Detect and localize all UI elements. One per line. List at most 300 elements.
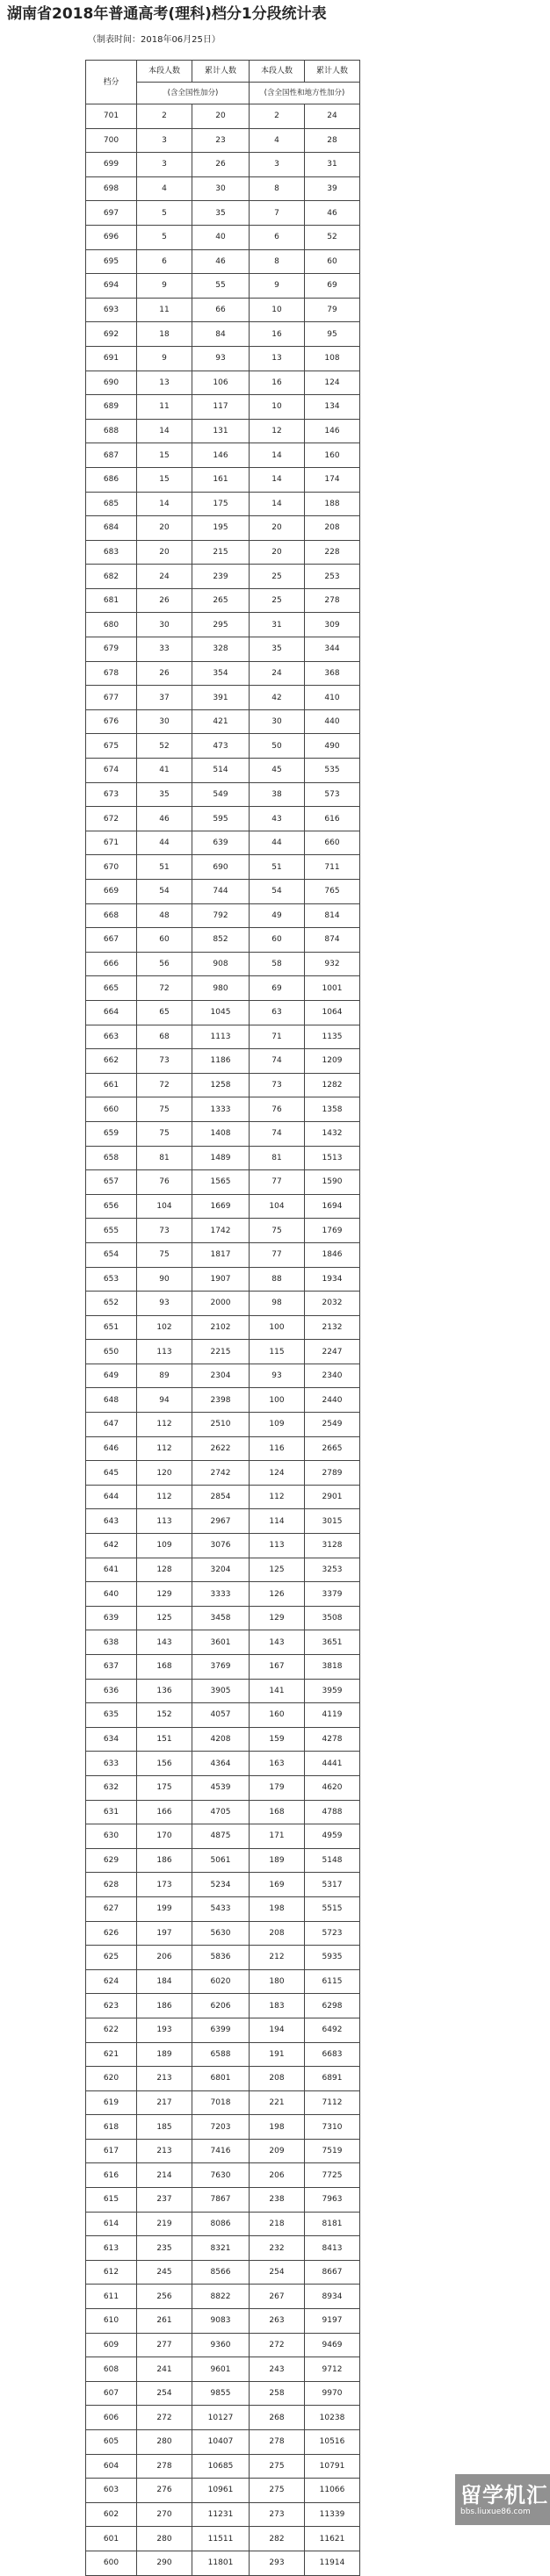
- row-level-count-cell: 235: [137, 2236, 192, 2261]
- row-level-count-2-cell: 77: [250, 1170, 305, 1195]
- table-row: [86, 1606, 360, 1630]
- row-level-count-cell: 156: [137, 1752, 192, 1776]
- row-level-count-2-cell: 198: [250, 2115, 305, 2140]
- row-cumulative-cell: 3204: [192, 1558, 250, 1582]
- row-score-cell: 602: [86, 2502, 137, 2527]
- row-cumulative-2-cell: 3128: [305, 1534, 360, 1558]
- table-row: [86, 1364, 360, 1388]
- row-level-count-2-cell: 116: [250, 1436, 305, 1461]
- table-row: [86, 807, 360, 831]
- row-cumulative-2-cell: 6683: [305, 2042, 360, 2067]
- row-cumulative-2-cell: 11066: [305, 2479, 360, 2503]
- row-cumulative-cell: 131: [192, 419, 250, 443]
- row-cumulative-2-cell: 8934: [305, 2285, 360, 2309]
- table-row: [86, 880, 360, 904]
- row-level-count-cell: 237: [137, 2188, 192, 2213]
- row-level-count-2-cell: 113: [250, 1534, 305, 1558]
- row-level-count-cell: 52: [137, 734, 192, 759]
- row-level-count-2-cell: 129: [250, 1606, 305, 1630]
- row-level-count-2-cell: 258: [250, 2381, 305, 2406]
- row-cumulative-2-cell: 344: [305, 637, 360, 662]
- table-row: [86, 709, 360, 734]
- table-row: [86, 2502, 360, 2527]
- row-level-count-cell: 46: [137, 807, 192, 831]
- row-level-count-cell: 104: [137, 1194, 192, 1219]
- row-level-count-cell: 113: [137, 1509, 192, 1534]
- table-row: [86, 782, 360, 807]
- row-level-count-cell: 109: [137, 1534, 192, 1558]
- row-score-cell: 613: [86, 2236, 137, 2261]
- row-level-count-cell: 75: [137, 1097, 192, 1122]
- table-row: [86, 516, 360, 541]
- table-row: [86, 1121, 360, 1146]
- table-row: [86, 1340, 360, 1364]
- row-level-count-2-cell: 13: [250, 346, 305, 371]
- row-score-cell: 696: [86, 225, 137, 249]
- row-level-count-cell: 44: [137, 831, 192, 855]
- row-cumulative-2-cell: 52: [305, 225, 360, 249]
- table-row: [86, 1242, 360, 1267]
- row-level-count-2-cell: 76: [250, 1097, 305, 1122]
- table-row: [86, 2357, 360, 2382]
- header-cumulative: 累计人数: [192, 61, 250, 83]
- row-level-count-cell: 256: [137, 2285, 192, 2309]
- row-level-count-2-cell: 109: [250, 1413, 305, 1437]
- table-timestamp: （制表时间：2018年06月25日）: [88, 35, 221, 45]
- row-cumulative-2-cell: 2901: [305, 1485, 360, 1509]
- row-level-count-2-cell: 268: [250, 2406, 305, 2430]
- row-cumulative-cell: 4539: [192, 1775, 250, 1800]
- row-cumulative-cell: 2622: [192, 1436, 250, 1461]
- row-level-count-cell: 73: [137, 1219, 192, 1243]
- row-score-cell: 651: [86, 1315, 137, 1340]
- row-cumulative-2-cell: 3379: [305, 1582, 360, 1607]
- row-level-count-2-cell: 221: [250, 2090, 305, 2115]
- row-cumulative-cell: 23: [192, 128, 250, 153]
- row-cumulative-2-cell: 3508: [305, 1606, 360, 1630]
- table-row: [86, 298, 360, 322]
- row-level-count-2-cell: 16: [250, 371, 305, 395]
- row-cumulative-cell: 549: [192, 782, 250, 807]
- row-score-cell: 638: [86, 1630, 137, 1655]
- row-cumulative-2-cell: 146: [305, 419, 360, 443]
- row-level-count-cell: 186: [137, 1994, 192, 2018]
- row-level-count-2-cell: 20: [250, 516, 305, 541]
- row-level-count-2-cell: 243: [250, 2357, 305, 2382]
- table-row: [86, 1436, 360, 1461]
- row-cumulative-cell: 7203: [192, 2115, 250, 2140]
- row-level-count-2-cell: 63: [250, 1000, 305, 1025]
- table-row: [86, 492, 360, 516]
- row-cumulative-cell: 6588: [192, 2042, 250, 2067]
- row-cumulative-cell: 35: [192, 201, 250, 226]
- row-cumulative-2-cell: 7112: [305, 2090, 360, 2115]
- header-cumulative-2: 累计人数: [305, 61, 360, 83]
- table-row: [86, 1873, 360, 1897]
- row-level-count-cell: 30: [137, 709, 192, 734]
- row-cumulative-2-cell: 11621: [305, 2527, 360, 2551]
- row-cumulative-cell: 9601: [192, 2357, 250, 2382]
- row-cumulative-cell: 6020: [192, 1969, 250, 1994]
- row-score-cell: 680: [86, 613, 137, 637]
- header-level-count: 本段人数: [137, 61, 192, 83]
- row-level-count-2-cell: 141: [250, 1679, 305, 1703]
- row-level-count-2-cell: 20: [250, 540, 305, 565]
- row-level-count-cell: 14: [137, 492, 192, 516]
- row-score-cell: 665: [86, 976, 137, 1001]
- row-level-count-2-cell: 88: [250, 1267, 305, 1292]
- row-cumulative-2-cell: 440: [305, 709, 360, 734]
- row-cumulative-cell: 11801: [192, 2551, 250, 2575]
- table-row: [86, 2212, 360, 2236]
- row-score-cell: 687: [86, 443, 137, 468]
- row-cumulative-2-cell: 24: [305, 104, 360, 129]
- row-level-count-2-cell: 100: [250, 1388, 305, 1413]
- row-level-count-2-cell: 74: [250, 1121, 305, 1146]
- table-row: [86, 1582, 360, 1607]
- row-level-count-2-cell: 163: [250, 1752, 305, 1776]
- row-score-cell: 629: [86, 1848, 137, 1873]
- row-cumulative-cell: 66: [192, 298, 250, 322]
- table-row: [86, 128, 360, 153]
- row-level-count-2-cell: 25: [250, 565, 305, 589]
- row-cumulative-2-cell: 1001: [305, 976, 360, 1001]
- row-level-count-2-cell: 180: [250, 1969, 305, 1994]
- row-cumulative-cell: 3333: [192, 1582, 250, 1607]
- table-row: [86, 1485, 360, 1509]
- row-level-count-cell: 151: [137, 1727, 192, 1752]
- row-score-cell: 643: [86, 1509, 137, 1534]
- row-score-cell: 632: [86, 1775, 137, 1800]
- row-level-count-2-cell: 14: [250, 443, 305, 468]
- row-cumulative-cell: 6801: [192, 2067, 250, 2091]
- row-score-cell: 690: [86, 371, 137, 395]
- row-cumulative-2-cell: 2340: [305, 1364, 360, 1388]
- row-level-count-cell: 75: [137, 1121, 192, 1146]
- row-level-count-2-cell: 58: [250, 952, 305, 976]
- row-score-cell: 672: [86, 807, 137, 831]
- row-level-count-2-cell: 272: [250, 2333, 305, 2357]
- row-level-count-2-cell: 282: [250, 2527, 305, 2551]
- row-level-count-2-cell: 73: [250, 1073, 305, 1097]
- row-cumulative-cell: 852: [192, 928, 250, 953]
- table-row: [86, 104, 360, 129]
- row-cumulative-cell: 2215: [192, 1340, 250, 1364]
- row-level-count-cell: 213: [137, 2067, 192, 2091]
- row-cumulative-cell: 421: [192, 709, 250, 734]
- row-level-count-2-cell: 160: [250, 1703, 305, 1728]
- table-row: [86, 201, 360, 226]
- row-level-count-2-cell: 9: [250, 274, 305, 299]
- table-row: [86, 225, 360, 249]
- row-cumulative-2-cell: 1694: [305, 1194, 360, 1219]
- row-cumulative-cell: 20: [192, 104, 250, 129]
- row-level-count-2-cell: 191: [250, 2042, 305, 2067]
- row-cumulative-2-cell: 2247: [305, 1340, 360, 1364]
- table-row: [86, 2479, 360, 2503]
- row-cumulative-cell: 10685: [192, 2454, 250, 2479]
- row-cumulative-2-cell: 7963: [305, 2188, 360, 2213]
- table-row: [86, 928, 360, 953]
- row-cumulative-cell: 2304: [192, 1364, 250, 1388]
- table-row: [86, 322, 360, 347]
- row-cumulative-2-cell: 5935: [305, 1946, 360, 1970]
- row-score-cell: 605: [86, 2430, 137, 2455]
- row-level-count-cell: 213: [137, 2139, 192, 2163]
- row-cumulative-cell: 5061: [192, 1848, 250, 1873]
- row-cumulative-cell: 40: [192, 225, 250, 249]
- row-cumulative-cell: 11511: [192, 2527, 250, 2551]
- row-cumulative-cell: 328: [192, 637, 250, 662]
- row-cumulative-cell: 2510: [192, 1413, 250, 1437]
- row-level-count-2-cell: 267: [250, 2285, 305, 2309]
- row-level-count-2-cell: 25: [250, 588, 305, 613]
- table-row: [86, 734, 360, 759]
- row-score-cell: 675: [86, 734, 137, 759]
- row-score-cell: 619: [86, 2090, 137, 2115]
- row-score-cell: 639: [86, 1606, 137, 1630]
- row-level-count-cell: 30: [137, 613, 192, 637]
- row-level-count-cell: 76: [137, 1170, 192, 1195]
- table-row: [86, 1994, 360, 2018]
- row-score-cell: 679: [86, 637, 137, 662]
- row-level-count-cell: 112: [137, 1485, 192, 1509]
- row-level-count-2-cell: 8: [250, 249, 305, 274]
- row-cumulative-2-cell: 9970: [305, 2381, 360, 2406]
- row-level-count-cell: 214: [137, 2163, 192, 2188]
- row-level-count-cell: 166: [137, 1800, 192, 1824]
- row-cumulative-2-cell: 1282: [305, 1073, 360, 1097]
- row-level-count-cell: 20: [137, 516, 192, 541]
- row-score-cell: 669: [86, 880, 137, 904]
- row-level-count-2-cell: 77: [250, 1242, 305, 1267]
- table-row: [86, 1534, 360, 1558]
- row-level-count-2-cell: 14: [250, 492, 305, 516]
- row-cumulative-2-cell: 616: [305, 807, 360, 831]
- row-level-count-2-cell: 12: [250, 419, 305, 443]
- row-level-count-cell: 54: [137, 880, 192, 904]
- row-cumulative-cell: 2967: [192, 1509, 250, 1534]
- header-level-count-2: 本段人数: [250, 61, 305, 83]
- row-level-count-cell: 72: [137, 976, 192, 1001]
- row-score-cell: 620: [86, 2067, 137, 2091]
- row-cumulative-cell: 3905: [192, 1679, 250, 1703]
- table-row: [86, 1170, 360, 1195]
- row-level-count-2-cell: 75: [250, 1219, 305, 1243]
- row-score-cell: 630: [86, 1824, 137, 1849]
- row-level-count-2-cell: 71: [250, 1025, 305, 1049]
- row-score-cell: 642: [86, 1534, 137, 1558]
- row-level-count-cell: 112: [137, 1413, 192, 1437]
- row-level-count-cell: 35: [137, 782, 192, 807]
- row-cumulative-2-cell: 368: [305, 661, 360, 686]
- row-score-cell: 625: [86, 1946, 137, 1970]
- row-cumulative-cell: 391: [192, 686, 250, 710]
- row-cumulative-2-cell: 765: [305, 880, 360, 904]
- row-cumulative-2-cell: 573: [305, 782, 360, 807]
- row-cumulative-2-cell: 1934: [305, 1267, 360, 1292]
- table-row: [86, 2527, 360, 2551]
- row-cumulative-cell: 980: [192, 976, 250, 1001]
- row-level-count-cell: 5: [137, 225, 192, 249]
- row-level-count-cell: 72: [137, 1073, 192, 1097]
- row-level-count-2-cell: 81: [250, 1146, 305, 1170]
- row-cumulative-2-cell: 4788: [305, 1800, 360, 1824]
- row-level-count-2-cell: 179: [250, 1775, 305, 1800]
- header-note-national-local: (含全国性和地方性加分): [250, 83, 360, 104]
- row-level-count-cell: 270: [137, 2502, 192, 2527]
- table-row: [86, 1267, 360, 1292]
- row-cumulative-cell: 1045: [192, 1000, 250, 1025]
- row-level-count-2-cell: 293: [250, 2551, 305, 2575]
- row-level-count-cell: 112: [137, 1436, 192, 1461]
- row-level-count-cell: 26: [137, 588, 192, 613]
- row-cumulative-2-cell: 4620: [305, 1775, 360, 1800]
- row-score-cell: 604: [86, 2454, 137, 2479]
- row-cumulative-2-cell: 5515: [305, 1896, 360, 1921]
- row-score-cell: 648: [86, 1388, 137, 1413]
- score-distribution-table: [85, 60, 360, 2576]
- row-level-count-2-cell: 278: [250, 2430, 305, 2455]
- row-score-cell: 650: [86, 1340, 137, 1364]
- row-cumulative-cell: 1742: [192, 1219, 250, 1243]
- row-level-count-cell: 278: [137, 2454, 192, 2479]
- row-cumulative-2-cell: 535: [305, 759, 360, 783]
- row-level-count-cell: 217: [137, 2090, 192, 2115]
- row-score-cell: 693: [86, 298, 137, 322]
- table-row: [86, 661, 360, 686]
- row-level-count-2-cell: 74: [250, 1049, 305, 1074]
- row-level-count-cell: 68: [137, 1025, 192, 1049]
- row-cumulative-2-cell: 814: [305, 903, 360, 928]
- row-score-cell: 628: [86, 1873, 137, 1897]
- row-score-cell: 645: [86, 1461, 137, 1486]
- row-cumulative-2-cell: 1513: [305, 1146, 360, 1170]
- row-level-count-2-cell: 10: [250, 395, 305, 420]
- row-level-count-cell: 197: [137, 1921, 192, 1946]
- table-row: [86, 2018, 360, 2042]
- row-cumulative-2-cell: 4119: [305, 1703, 360, 1728]
- row-score-cell: 660: [86, 1097, 137, 1122]
- table-row: [86, 588, 360, 613]
- table-row: [86, 443, 360, 468]
- row-level-count-2-cell: 8: [250, 176, 305, 201]
- row-cumulative-2-cell: 108: [305, 346, 360, 371]
- row-cumulative-cell: 265: [192, 588, 250, 613]
- row-score-cell: 624: [86, 1969, 137, 1994]
- row-cumulative-cell: 1186: [192, 1049, 250, 1074]
- row-cumulative-2-cell: 134: [305, 395, 360, 420]
- table-row: [86, 1194, 360, 1219]
- row-cumulative-2-cell: 309: [305, 613, 360, 637]
- row-level-count-cell: 245: [137, 2260, 192, 2285]
- row-level-count-cell: 277: [137, 2333, 192, 2357]
- row-cumulative-cell: 195: [192, 516, 250, 541]
- table-row: [86, 952, 360, 976]
- row-cumulative-cell: 7018: [192, 2090, 250, 2115]
- row-cumulative-2-cell: 7519: [305, 2139, 360, 2163]
- row-cumulative-cell: 7867: [192, 2188, 250, 2213]
- row-level-count-cell: 276: [137, 2479, 192, 2503]
- row-cumulative-cell: 744: [192, 880, 250, 904]
- row-cumulative-2-cell: 3253: [305, 1558, 360, 1582]
- row-level-count-cell: 206: [137, 1946, 192, 1970]
- row-level-count-cell: 280: [137, 2527, 192, 2551]
- row-level-count-cell: 186: [137, 1848, 192, 1873]
- table-row: [86, 1388, 360, 1413]
- row-cumulative-cell: 595: [192, 807, 250, 831]
- table-row: [86, 2285, 360, 2309]
- table-row: [86, 903, 360, 928]
- row-score-cell: 689: [86, 395, 137, 420]
- row-score-cell: 688: [86, 419, 137, 443]
- row-cumulative-cell: 8566: [192, 2260, 250, 2285]
- row-cumulative-cell: 4705: [192, 1800, 250, 1824]
- row-score-cell: 603: [86, 2479, 137, 2503]
- row-cumulative-2-cell: 1358: [305, 1097, 360, 1122]
- row-level-count-cell: 173: [137, 1873, 192, 1897]
- row-cumulative-2-cell: 8667: [305, 2260, 360, 2285]
- table-row: [86, 1946, 360, 1970]
- table-row: [86, 1775, 360, 1800]
- row-level-count-2-cell: 212: [250, 1946, 305, 1970]
- row-score-cell: 622: [86, 2018, 137, 2042]
- row-score-cell: 621: [86, 2042, 137, 2067]
- row-cumulative-cell: 10127: [192, 2406, 250, 2430]
- row-level-count-cell: 94: [137, 1388, 192, 1413]
- row-cumulative-2-cell: 6298: [305, 1994, 360, 2018]
- row-cumulative-cell: 30: [192, 176, 250, 201]
- row-score-cell: 681: [86, 588, 137, 613]
- row-level-count-cell: 41: [137, 759, 192, 783]
- row-level-count-2-cell: 38: [250, 782, 305, 807]
- row-cumulative-cell: 10407: [192, 2430, 250, 2455]
- row-level-count-cell: 189: [137, 2042, 192, 2067]
- row-score-cell: 661: [86, 1073, 137, 1097]
- row-level-count-cell: 113: [137, 1340, 192, 1364]
- row-level-count-cell: 168: [137, 1655, 192, 1680]
- row-cumulative-2-cell: 7725: [305, 2163, 360, 2188]
- row-cumulative-2-cell: 188: [305, 492, 360, 516]
- row-cumulative-2-cell: 1590: [305, 1170, 360, 1195]
- row-score-cell: 600: [86, 2551, 137, 2575]
- row-level-count-2-cell: 14: [250, 467, 305, 492]
- table-row: [86, 2067, 360, 2091]
- row-level-count-cell: 152: [137, 1703, 192, 1728]
- row-level-count-cell: 254: [137, 2381, 192, 2406]
- row-cumulative-2-cell: 10238: [305, 2406, 360, 2430]
- row-level-count-2-cell: 232: [250, 2236, 305, 2261]
- row-level-count-cell: 18: [137, 322, 192, 347]
- row-cumulative-cell: 1333: [192, 1097, 250, 1122]
- table-row: [86, 1413, 360, 1437]
- row-cumulative-cell: 5234: [192, 1873, 250, 1897]
- table-row: [86, 686, 360, 710]
- row-score-cell: 608: [86, 2357, 137, 2382]
- row-cumulative-2-cell: 932: [305, 952, 360, 976]
- table-row: [86, 1097, 360, 1122]
- row-cumulative-cell: 106: [192, 371, 250, 395]
- watermark-text: 留学机汇: [460, 2483, 548, 2508]
- row-score-cell: 607: [86, 2381, 137, 2406]
- row-cumulative-cell: 93: [192, 346, 250, 371]
- row-cumulative-cell: 9360: [192, 2333, 250, 2357]
- row-level-count-2-cell: 208: [250, 2067, 305, 2091]
- table-row: [86, 2115, 360, 2140]
- row-cumulative-cell: 3601: [192, 1630, 250, 1655]
- row-level-count-cell: 20: [137, 540, 192, 565]
- row-cumulative-cell: 514: [192, 759, 250, 783]
